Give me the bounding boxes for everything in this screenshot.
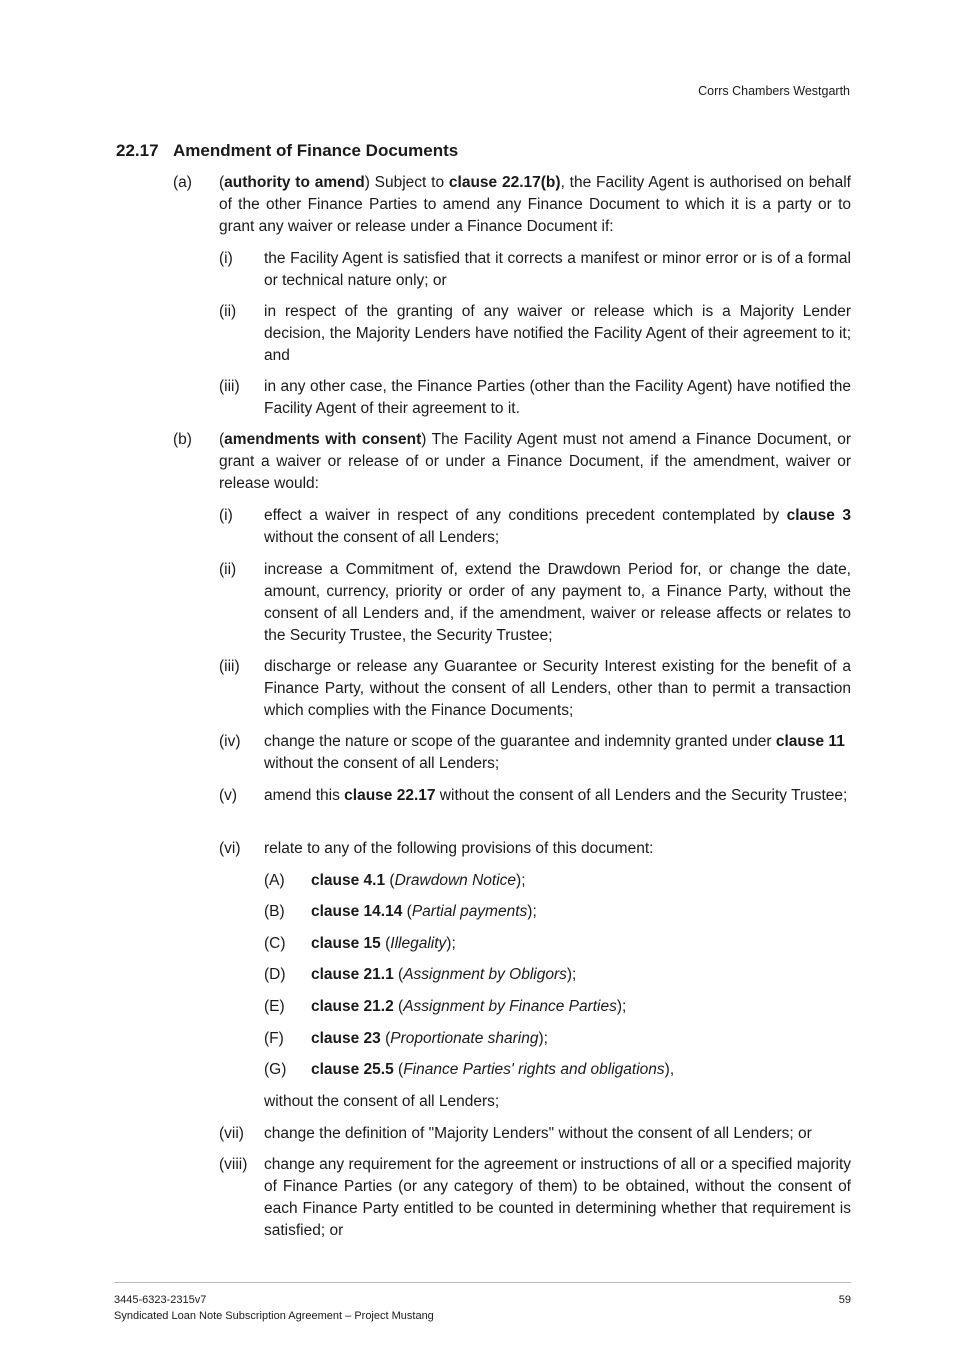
- sub-item-ref: clause 15: [311, 935, 381, 952]
- sub-item-title: Drawdown Notice: [394, 872, 517, 889]
- clause-b-i-pre: effect a waiver in respect of any conditions precedent contemplated by: [264, 507, 787, 524]
- sub-item-close: );: [616, 998, 627, 1015]
- sub-item-close: ),: [664, 1061, 675, 1078]
- sub-item-open: (: [380, 935, 391, 952]
- sub-item-ref: clause 23: [311, 1030, 381, 1047]
- clause-a-label: (a): [173, 174, 192, 191]
- sub-item-open: (: [385, 872, 395, 889]
- clause-b-i-post: without the consent of all Lenders;: [264, 529, 500, 546]
- clause-b-v-label: (v): [219, 787, 238, 804]
- header-firm-name: Corrs Chambers Westgarth: [698, 84, 850, 98]
- sub-item-close: );: [516, 872, 526, 889]
- section-heading: [116, 141, 458, 161]
- clause-b-viii-text: change any requirement for the agreement or instructions of all or a specified majority of Finance Parties (or any category of them) to be obtained, without the consent of each Finance Party entitled to be counted in determining whether that requirement is satisfied; or: [264, 1156, 851, 1239]
- sub-item-label: (B): [264, 903, 285, 920]
- sub-item-title: Partial payments: [411, 903, 528, 920]
- clause-b-text: [219, 429, 851, 495]
- sub-item-close: );: [566, 966, 577, 983]
- sub-item-text: [311, 901, 851, 923]
- sub-item-ref: clause 21.1: [311, 966, 394, 983]
- clause-a-open-paren: (: [219, 174, 225, 191]
- clause-a-i-text: the Facility Agent is satisfied that it corrects a manifest or minor error or is of a formal or technical nature only; or: [264, 250, 851, 289]
- sub-item-title: Assignment by Obligors: [403, 966, 567, 983]
- clause-b-body: ) The Facility Agent must not amend a Finance Document, or grant a waiver or release of or under a Finance Document, if the amendment, waiver or release would:: [219, 431, 851, 492]
- sub-item-title: Illegality: [390, 935, 447, 952]
- clause-b-v-pre: amend this: [264, 787, 345, 804]
- clause-b-open-paren: (: [219, 431, 225, 448]
- clause-b-v-post: without the consent of all Lenders and the Security Trustee;: [435, 787, 848, 804]
- sub-item-text: [311, 1028, 851, 1050]
- sub-item-title: Finance Parties' rights and obligations: [403, 1061, 665, 1078]
- sub-item-title: Proportionate sharing: [390, 1030, 539, 1047]
- clause-b-ii-label: (ii): [219, 561, 237, 578]
- sub-item-open: (: [402, 903, 412, 920]
- clause-b-vi-tail: without the consent of all Lenders;: [264, 1093, 500, 1110]
- sub-item-label: (C): [264, 935, 286, 952]
- clause-a-ii-text: in respect of the granting of any waiver or release which is a Majority Lender decision, the Majority Lenders have notified the Facility Agent of their agreement to it; and: [264, 303, 851, 364]
- clause-b-v-ref: clause 22.17: [344, 787, 436, 804]
- clause-b-vi-text: relate to any of the following provisions of this document:: [264, 840, 654, 857]
- sub-item-close: );: [538, 1030, 548, 1047]
- clause-b-label: (b): [173, 431, 192, 448]
- clause-b-i-text: [264, 505, 851, 549]
- clause-a-heading: authority to amend: [224, 174, 365, 191]
- clause-a-ref: clause 22.17(b): [448, 174, 561, 191]
- sub-item-label: (G): [264, 1061, 287, 1078]
- footer-divider: [114, 1282, 851, 1283]
- clause-b-iii-text: discharge or release any Guarantee or Security Interest existing for the benefit of a Finance Party, without the consent of all Lenders, other than to permit a transaction which complies with the Finance Documents;: [264, 658, 851, 719]
- sub-item-close: );: [446, 935, 456, 952]
- sub-item-open: (: [393, 966, 404, 983]
- sub-item-ref: clause 14.14: [311, 903, 403, 920]
- clause-b-iv-post: without the consent of all Lenders;: [264, 755, 500, 772]
- sub-item-label: (F): [264, 1030, 284, 1047]
- sub-item-open: (: [393, 1061, 404, 1078]
- sub-item-ref: clause 21.2: [311, 998, 394, 1015]
- sub-item-label: (E): [264, 998, 285, 1015]
- clause-a-text: [219, 172, 851, 238]
- clause-b-v-text: [264, 785, 851, 807]
- sub-item-label: (D): [264, 966, 286, 983]
- page-number: 59: [838, 1294, 851, 1306]
- sub-item-text: [311, 870, 851, 892]
- clause-a-iii-text: in any other case, the Finance Parties (other than the Facility Agent) have notified the Facility Agent of their agreement to it.: [264, 378, 851, 417]
- sub-item-text: [311, 996, 851, 1018]
- clause-b-vii-text: change the definition of "Majority Lenders" without the consent of all Lenders; or: [264, 1125, 812, 1142]
- sub-item-ref: clause 4.1: [311, 872, 386, 889]
- sub-item-text: [311, 933, 851, 955]
- footer-doc-id: 3445-6323-2315v7: [114, 1294, 207, 1306]
- clause-b-i-ref: clause 3: [786, 507, 851, 524]
- clause-b-iv-label: (iv): [219, 733, 241, 750]
- sub-item-label: (A): [264, 872, 285, 889]
- clause-b-vii-label: (vii): [219, 1125, 244, 1142]
- clause-b-iii-label: (iii): [219, 658, 240, 675]
- sub-item-ref: clause 25.5: [311, 1061, 394, 1078]
- section-title: Amendment of Finance Documents: [173, 141, 459, 160]
- clause-b-i-label: (i): [219, 507, 233, 524]
- clause-b-viii-label: (viii): [219, 1156, 248, 1173]
- clause-b-vi-label: (vi): [219, 840, 241, 857]
- clause-b-iv-pre: change the nature or scope of the guarantee and indemnity granted under: [264, 733, 776, 750]
- clause-a-text-2: , the Facility Agent is authorised on behalf of the other Finance Parties to amend any Finance Document to which it is a party or to grant any waiver or release under a Finance Document if:: [219, 174, 851, 235]
- footer-doc-title: Syndicated Loan Note Subscription Agreement – Project Mustang: [114, 1310, 434, 1322]
- footer-doc-info: [114, 1292, 434, 1324]
- clause-a-i-label: (i): [219, 250, 233, 267]
- clause-b-iv-text: [264, 731, 851, 775]
- sub-item-text: [311, 1059, 851, 1081]
- clause-a-iii-label: (iii): [219, 378, 240, 395]
- section-number: 22.17: [116, 141, 159, 160]
- clause-b-heading: amendments with consent: [224, 431, 422, 448]
- clause-a-text-1: ) Subject to: [364, 174, 449, 191]
- clause-b-ii-text: increase a Commitment of, extend the Drawdown Period for, or change the date, amount, currency, priority or order of any payment to, a Finance Party, without the consent of all Lenders and, if the amendment, waiver or release affects or relates to the Security Trustee, the Security Trustee;: [264, 561, 851, 644]
- clause-b-iv-ref: clause 11: [775, 733, 845, 750]
- clause-a-ii-label: (ii): [219, 303, 237, 320]
- sub-item-title: Assignment by Finance Parties: [403, 998, 617, 1015]
- sub-item-close: );: [527, 903, 537, 920]
- sub-item-text: [311, 964, 851, 986]
- sub-item-open: (: [380, 1030, 391, 1047]
- sub-item-open: (: [393, 998, 404, 1015]
